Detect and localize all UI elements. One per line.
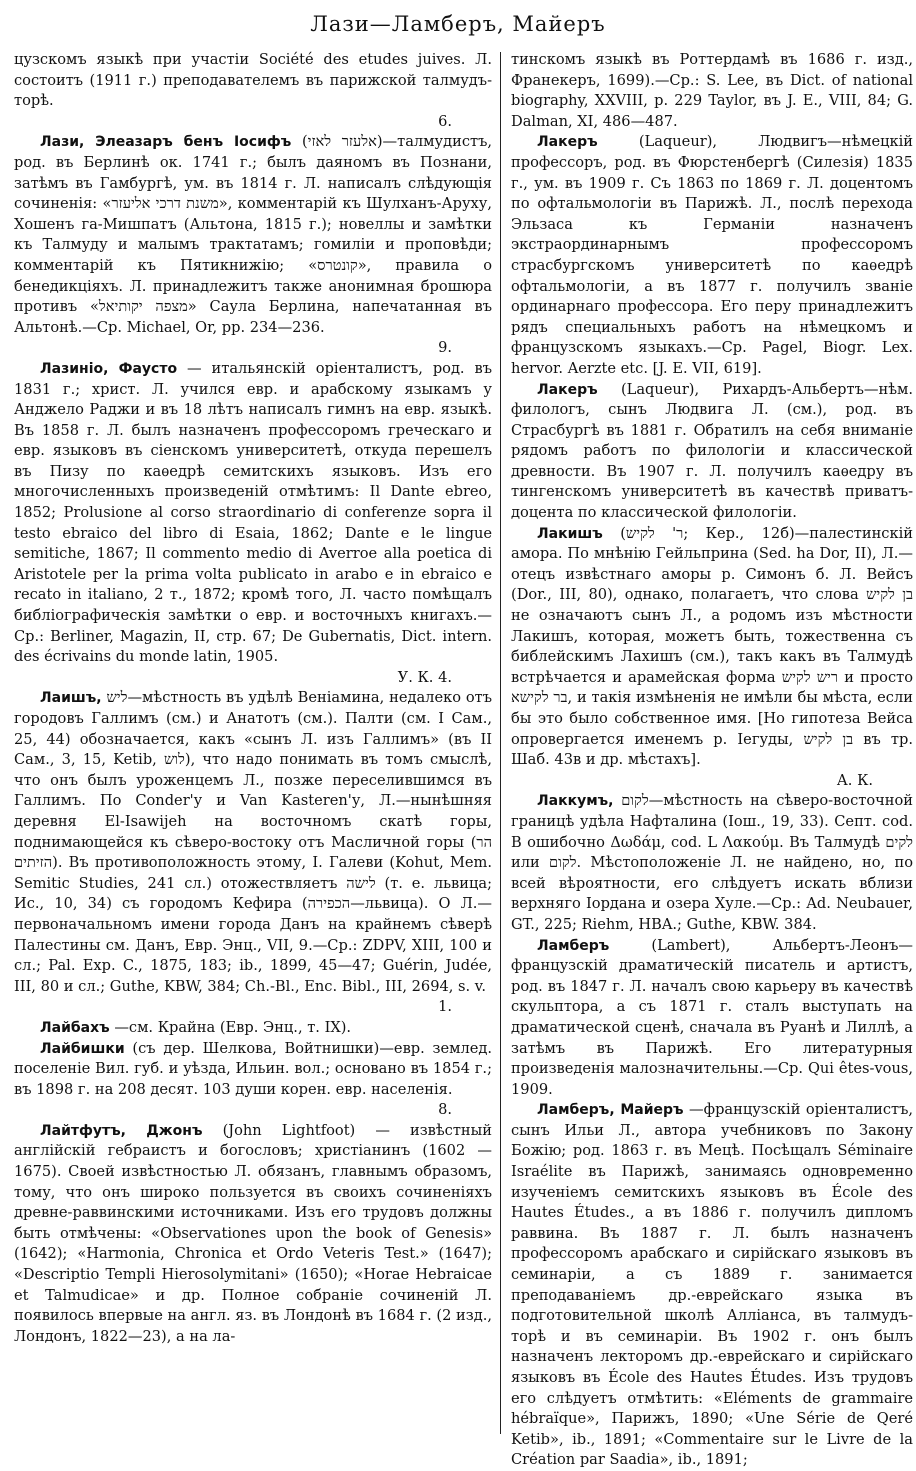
article-entry (14, 1039, 492, 1121)
entry-text: ליש—мѣстность въ удѣлѣ Веніамина, недалеко отъ городовъ Галлимъ (см.) и Анатотъ (см.). Палти (см. I Сам., 25, 44) обозначается, какъ «сынъ Л. изъ Галлимъ» (въ II Сам., 3, 15, Ketib, לוש), что надо понимать въ томъ смыслѣ, что онъ былъ уроженцемъ Л., позже переселившимся въ Галлимъ. По Conder'у и Van Kasteren'у, Л.—нынѣшняя деревня El-Isawijeh на восточномъ скатѣ горы, поднимающейся къ сѣверо-востоку отъ Масличной горы (הר הזיתים). Въ противоположность этому, I. Галеви (Kohut, Mem. Semitic Studies, 241 сл.) отожествляетъ לישה (т. е. львица; Ис., 10, 34) съ городомъ Кефира (הכפירה—львица). О Л.—первоначальномъ имени города Данъ на крайнемъ сѣверѣ Палестины см. Данъ, Евр. Энц., VII, 9.—Ср.: ZDPV, XIII, 100 и сл.; Pal. Exp. C., 1875, 183; ib., 1899, 45—47; Guérin, Judée, III, 80 и сл.; Guthe, KBW, 384; Ch.-Bl., Enc. Bibl., III, 2694, s. v. (14, 689, 492, 995)
article-entry (14, 50, 492, 132)
article-entry (14, 688, 492, 1018)
entry-text: —см. Крайна (Евр. Энц., т. IX). (114, 1018, 352, 1036)
article-entry (14, 1121, 492, 1348)
entry-headword: Лайбахъ (40, 1019, 110, 1036)
article-entry (14, 132, 492, 359)
entry-text: (אלעזר לאזי)—талмудистъ, род. въ Берлинѣ ок. 1741 г.; былъ даяномъ въ Познани, затѣмъ въ Гамбургѣ, ум. въ 1814 г. Л. написалъ слѣдующія сочиненія: «משנת דרכי אליעזר», комментарій къ Шулханъ-Аруху, Хошенъ га-Мишпатъ (Альтона, 1815 г.); новеллы и замѣтки къ Талмуду и малымъ трактатамъ; гомиліи и проповѣди; комментарій къ Пятикнижію; «קונטרס», правила о бенедикціяхъ. Л. принадлежитъ также анонимная брошюра противъ «מצפה יקותיאל» Саула Берлина, напечатанная въ Альтонѣ.—Ср. Michael, Or, pp. 234—236. (14, 133, 492, 336)
entry-headword: Лайбишки (40, 1040, 125, 1057)
right-column (511, 50, 914, 1469)
entry-headword: Лаккумъ, (537, 793, 614, 810)
entry-text: (съ дер. Шелкова, Войтнишки)—евр. землед. поселеніе Вил. губ. и уѣзда, Ильин. вол.; основано въ 1854 г.; въ 1898 г. на 208 десят. 103 души корен. евр. населенія. (14, 1039, 492, 1098)
entry-headword: Лаишъ, (40, 690, 102, 707)
running-head: Лази—Ламберъ, Майеръ (310, 12, 606, 36)
entry-text: цузскомъ языкѣ при участіи Société des etudes juives. Л. состоитъ (1911 г.) преподавателемъ въ парижской талмудъ-торѣ. (14, 51, 492, 110)
column-divider (500, 52, 501, 1434)
author-signature: 1. (438, 998, 452, 1016)
entry-headword: Ламберъ (537, 937, 610, 954)
left-column (14, 50, 492, 1430)
entry-headword: Лази, Элеазаръ бенъ Іосифъ (40, 134, 292, 151)
entry-headword: Лазиніо, Фаусто (40, 360, 178, 377)
entry-text: (Laqueur), Людвигъ—нѣмецкій профессоръ, род. въ Фюрстенбергѣ (Силезія) 1835 г., ум. въ 1909 г. Съ 1863 по 1869 г. Л. доцентомъ по офтальмологіи въ Парижѣ. Л., послѣ перехода Эльзаса къ Германіи назначенъ экстраординарнымъ профессоромъ страсбургскомъ университетѣ по каѳедрѣ офтальмологіи, а въ 1877 г. получилъ званіе ординарнаго профессора. Его перу принадлежитъ рядъ специальныхъ работъ на нѣмецкомъ и французскомъ языкахъ.—Ср. Pagel, Biogr. Lex. hervor. Aerzte etc. [J. E. VII, 619]. (511, 133, 914, 377)
article-entry (511, 936, 913, 1101)
entry-text: тинскомъ языкѣ въ Роттердамѣ въ 1686 г. изд., Франекеръ, 1699).—Ср.: S. Lee, въ Dict. of national biography, XXVIII, p. 229 Taylor, въ J. E., VIII, 84; G. Dalman, XI, 486—487. (511, 51, 913, 130)
entry-text: (Laqueur), Рихардъ-Альбертъ—нѣм. филологъ, сынъ Людвига Л. (см.), род. въ Страсбургѣ въ 1881 г. Обратилъ на себя вниманіе рядомъ работъ по филологіи и классической древности. Въ 1907 г. Л. получилъ каѳедру въ тингенскомъ университетѣ въ качествѣ приватъ-доцента по классической филологіи. (511, 380, 913, 522)
entry-headword: Лакеръ (537, 134, 598, 151)
article-entry (14, 1018, 492, 1039)
article-entry (511, 132, 913, 379)
entry-text: (ר' לקיש; Кер., 12б)—палестинскій амора. По мнѣнію Гейльприна (Sed. ha Dor, II), Л.—отецъ извѣстнаго аморы р. Симонъ б. Л. Вейсъ (Dor., III, 80), однако, полагаетъ, что слова בן לקיש не означаютъ сынъ Л., а родомъ изъ мѣстности Лакишъ, которая, можетъ быть, тожественна съ библейскимъ Лахишъ (см.), такъ какъ въ Талмудѣ встрѣчается и арамейская форма ריש לקיש и просто בר לקישא, и такія измѣненія не имѣли бы мѣста, если бы это было собственное имя. [Но гипотеза Вейса опровергается именемъ р. Іегуды, בן לקיש въ тр. Шаб. 43в и др. мѣстахъ]. (511, 524, 913, 769)
article-entry (511, 50, 913, 132)
article-entry (14, 359, 492, 689)
article-entry (511, 524, 913, 792)
article-entry (511, 791, 913, 935)
author-signature: 9. (438, 339, 452, 357)
author-signature: У. К. 4. (397, 668, 452, 686)
author-signature: 8. (438, 1101, 452, 1119)
entry-text: לקום—мѣстность на сѣверо-восточной границѣ удѣла Нафталина (Іош., 19, 33). Септ. cod. В ошибочно Δωδάμ, cod. L Λακούμ. Въ Талмудѣ לקים или לקום. Мѣстоположеніе Л. не найдено, но, по всей вѣроятности, его слѣдуетъ искать вблизи верхняго Іордана и озера Хуле.—Ср.: Ad. Neubauer, GT., 225; Riehm, HBA.; Guthe, KBW. 384. (511, 792, 914, 933)
author-signature: А. К. (836, 771, 873, 789)
entry-headword: Ламберъ, Майеръ (537, 1102, 684, 1119)
entry-headword: Лакишъ (537, 525, 603, 542)
entry-text: (John Lightfoot) — извѣстный англійскій гебраистъ и богословъ; христіанинъ (1602 — 1675). Своей извѣстностью Л. обязанъ, главнымъ образомъ, тому, что онъ широко пользуется въ своихъ сочиненіяхъ древне-раввинскими источниками. Изъ его трудовъ должны быть отмѣчены: «Observationes upon the book of Genesis» (1642); «Harmonia, Chronica et Ordo Veteris Test.» (1647); «Descriptio Templi Hierosolymitani» (1650); «Horae Hebraicae et Talmudicae» и др. Полное собраніе сочиненій Л. появилось впервые на англ. яз. въ Лондонѣ въ 1684 г. (2 изд., Лондонъ, 1822—23), а на ла- (14, 1121, 493, 1345)
entry-text: —французскій оріенталистъ, сынъ Ильи Л., автора учебниковъ по Закону Божію; род. 1863 г. въ Мецѣ. Посѣщалъ Séminaire Israélite въ Парижѣ, занимаясь одновременно изученіемъ семитскихъ языковъ въ École des Hautes Études., а въ 1886 г. получилъ дипломъ раввина. Въ 1887 г. Л. былъ назначенъ профессоромъ арабскаго и сирійскаго языковъ въ семинаріи, а съ 1889 г. занимается преподаваніемъ др.-еврейскаго языка въ подготовительной школѣ Алліанса, въ талмудъ-торѣ и въ семинаріи. Въ 1902 г. онъ былъ назначенъ лекторомъ др.-еврейскаго и сирійскаго языковъ въ École des Hautes Études. Изъ трудовъ его слѣдуетъ отмѣтить: «Eléments de grammaire hébraïque», Парижъ, 1890; «Une Série de Qeré Ketib», ib., 1891; «Commentaire sur le Livre de la Création par Saadia», ib., 1891; (511, 1101, 914, 1469)
author-signature: 6. (438, 112, 452, 130)
entry-text: (Lambert), Альбертъ-Леонъ—французскій драматическій писатель и артистъ, род. въ 1847 г. Л. началъ свою карьеру въ качествѣ скульптора, а съ 1871 г. сталъ выступать на драматической сценѣ, сначала въ Руанѣ и Лиллѣ, а затѣмъ въ Парижѣ. Его литературныя произведенія малозначительны.—Ср. Qui êtes-vous, 1909. (511, 936, 914, 1098)
entry-headword: Лакеръ (537, 381, 598, 398)
article-entry (511, 380, 913, 524)
article-entry (511, 1100, 913, 1471)
entry-headword: Лайтфутъ, Джонъ (40, 1122, 203, 1139)
entry-text: — итальянскій оріенталистъ, род. въ 1831 г.; христ. Л. учился евр. и арабскому языкамъ у Анджело Раджи и въ 18 лѣтъ написалъ гимнъ на евр. языкѣ. Въ 1858 г. Л. былъ назначенъ профессоромъ греческаго и евр. языковъ въ сіенскомъ университетѣ, откуда перешелъ въ Пизу по каѳедрѣ семитскихъ языковъ. Изъ его многочисленныхъ произведеній отмѣтимъ: Il Dante ebreo, 1852; Prolusione al corso straordinario di conferenze sopra il testo ebraico del libro di Esaia, 1862; Dante e le lingue semitiche, 1867; Il commento medio di Averroe alla poetica di Aristotele per la prima volta publicato in arabo e in ebraico e recato in italiano, 2 т., 1872; кромѣ того, Л. часто помѣщалъ библіографическія замѣтки о евр. и восточныхъ книгахъ.—Ср.: Berliner, Magazin, II, стр. 67; De Gubernatis, Dict. intern. des écrivains du monde latin, 1905. (14, 359, 492, 666)
